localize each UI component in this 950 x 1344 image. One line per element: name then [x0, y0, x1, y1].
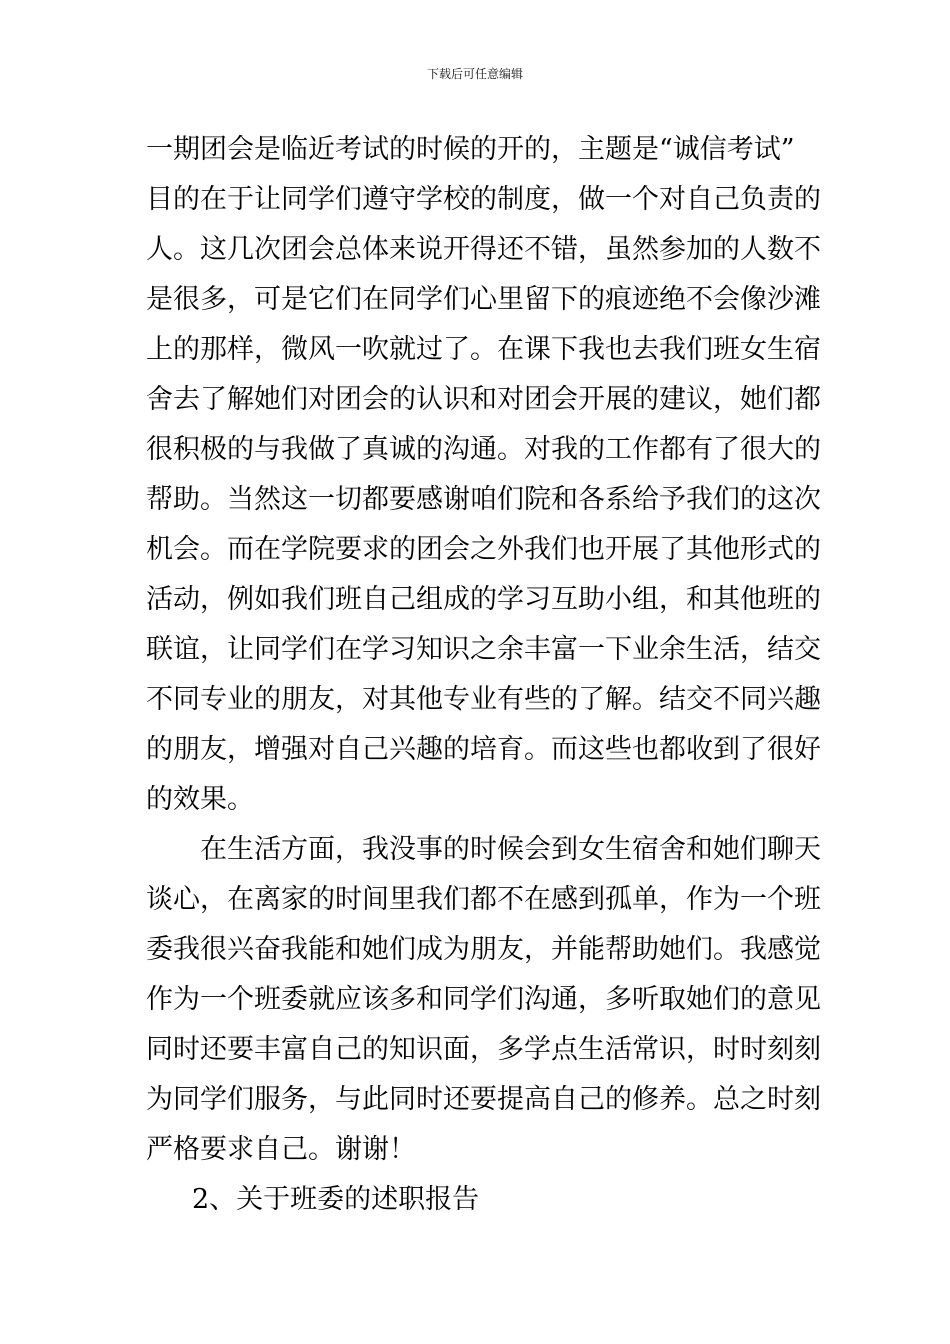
- paragraph-line: 不同专业的朋友，对其他专业有些的了解。结交不同兴趣: [146, 684, 821, 715]
- paragraph-line: 为同学们服务，与此同时还要提高自己的修养。总之时刻: [146, 1084, 821, 1115]
- paragraph-line: 很积极的与我做了真诚的沟通。对我的工作都有了很大的: [146, 434, 821, 465]
- paragraph-line: 联谊，让同学们在学习知识之余丰富一下业余生活，结交: [146, 634, 821, 665]
- paragraph-line: 委我很兴奋我能和她们成为朋友，并能帮助她们。我感觉: [146, 934, 821, 965]
- paragraph-line: 在生活方面，我没事的时候会到女生宿舍和她们聊天: [200, 834, 821, 865]
- paragraph-line: 一期团会是临近考试的时候的开的，主题是“诚信考试”: [146, 134, 795, 165]
- paragraph-line: 人。这几次团会总体来说开得还不错，虽然参加的人数不: [146, 234, 821, 265]
- paragraph-line: 帮助。当然这一切都要感谢咱们院和各系给予我们的这次: [146, 484, 821, 515]
- paragraph-line: 舍去了解她们对团会的认识和对团会开展的建议，她们都: [146, 384, 821, 415]
- paragraph-line: 上的那样，微风一吹就过了。在课下我也去我们班女生宿: [146, 334, 821, 365]
- page-header-note: 下载后可任意编辑: [426, 67, 523, 81]
- paragraph-line: 的朋友，增强对自己兴趣的培育。而这些也都收到了很好: [146, 734, 821, 765]
- paragraph-line: 严格要求自己。谢谢！: [146, 1134, 416, 1165]
- paragraph-line: 目的在于让同学们遵守学校的制度，做一个对自己负责的: [146, 184, 821, 215]
- paragraph-line: 同时还要丰富自己的知识面，多学点生活常识，时时刻刻: [146, 1034, 821, 1065]
- paragraph-line: 谈心，在离家的时间里我们都不在感到孤单，作为一个班: [146, 884, 821, 915]
- section-heading: 2、关于班委的述职报告: [192, 1184, 480, 1215]
- paragraph-line: 活动，例如我们班自己组成的学习互助小组，和其他班的: [146, 584, 821, 615]
- paragraph-line: 的效果。: [146, 784, 254, 815]
- paragraph-line: 是很多，可是它们在同学们心里留下的痕迹绝不会像沙滩: [146, 284, 821, 315]
- paragraph-line: 机会。而在学院要求的团会之外我们也开展了其他形式的: [146, 534, 821, 565]
- paragraph-line: 作为一个班委就应该多和同学们沟通，多听取她们的意见: [146, 984, 821, 1015]
